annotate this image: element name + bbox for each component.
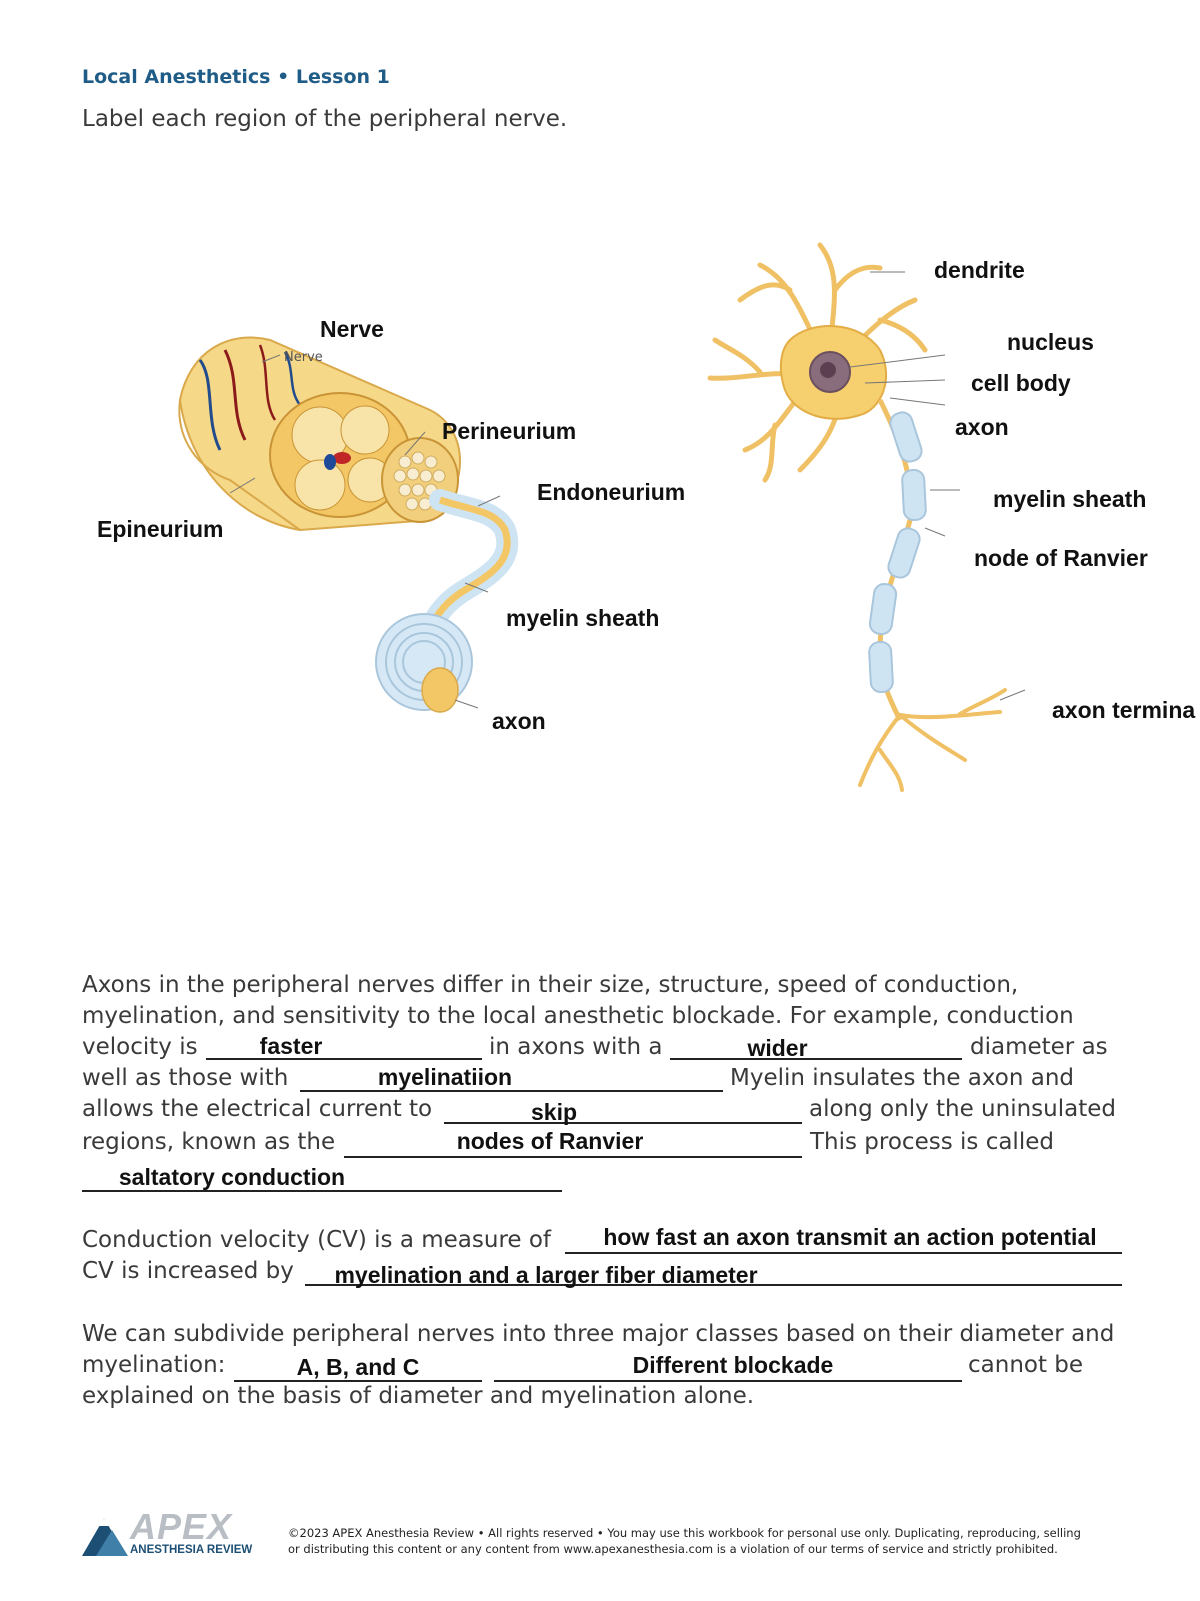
p1-line4-a: well as those with [82,1065,289,1091]
answer-skip[interactable]: skip [530,1099,578,1125]
answer-nodes[interactable]: nodes of Ranvier [456,1128,644,1154]
label-endoneurium: Endoneurium [537,479,686,505]
blank-measure[interactable] [565,1252,1122,1254]
answer-wider[interactable]: wider [747,1035,808,1061]
nerve-inline-label: Nerve [284,350,323,365]
answer-measure[interactable]: how fast an axon transmit an action potential [603,1224,1097,1250]
logo-sub-text: ANESTHESIA REVIEW [130,1544,253,1556]
instruction-text: Label each region of the peripheral nerve. [82,106,568,132]
copyright-line-1: ©2023 APEX Anesthesia Review • All rights reserved • You may use this workbook for personal use only. Duplicating, reproducing, selling [288,1526,1081,1540]
label-dendrite: dendrite [934,257,1025,283]
label-node-of-ranvier: node of Ranvier [974,545,1148,571]
label-nerve-myelin-sheath: myelin sheath [506,605,660,631]
label-neuron-myelin-sheath: myelin sheath [993,486,1147,512]
p1-line3-a: velocity is [82,1034,198,1060]
logo-main-text: APEX [130,1506,233,1547]
neuron-illustration [710,245,1025,790]
label-cell-body: cell body [971,370,1071,396]
answer-myelination[interactable]: myelinatiion [377,1064,513,1090]
p3-line2-b: cannot be [968,1352,1084,1378]
p1-line6-b: This process is called [810,1129,1054,1155]
p1-line5-b: along only the uninsulated [809,1096,1116,1122]
answer-increased[interactable]: myelination and a larger fiber diameter [334,1262,758,1288]
p1-line6-a: regions, known as the [82,1129,336,1155]
p2-line1: Conduction velocity (CV) is a measure of [82,1227,552,1253]
copyright-notice [288,1525,1081,1557]
label-epineurium: Epineurium [97,516,224,542]
p1-line4-b: Myelin insulates the axon and [730,1065,1075,1091]
p3-line2-a: myelination: [82,1352,226,1378]
answer-classes[interactable]: A, B, and C [296,1354,420,1380]
label-axon-terminal: axon termina [1052,697,1196,723]
peripheral-nerve-illustration [179,338,507,713]
p3-line3: explained on the basis of diameter and myelination alone. [82,1383,755,1409]
label-nucleus: nucleus [1007,329,1094,355]
lesson-title: Local Anesthetics • Lesson 1 [82,66,390,88]
p1-line1: Axons in the peripheral nerves differ in their size, structure, speed of conduction, [82,972,1019,998]
label-nerve: Nerve [320,316,384,342]
answer-faster[interactable]: faster [259,1033,323,1059]
p2-line2: CV is increased by [82,1258,294,1284]
p3-line1: We can subdivide peripheral nerves into three major classes based on their diameter and [82,1321,1115,1347]
apex-logo [82,1506,272,1558]
p1-line5-a: allows the electrical current to [82,1096,433,1122]
label-perineurium: Perineurium [442,418,577,444]
label-nerve-axon: axon [492,708,546,734]
p1-line2: myelination, and sensitivity to the local anesthetic blockade. For example, conduction [82,1003,1074,1029]
p1-line3-b: in axons with a [489,1034,663,1060]
answer-blockade[interactable]: Different blockade [632,1352,834,1378]
copyright-line-2: or distributing this content or any content from www.apexanesthesia.com is a violation of our terms of service and strictly prohibited. [288,1542,1058,1556]
label-neuron-axon: axon [955,414,1009,440]
blank-nodes[interactable] [344,1156,802,1158]
answer-saltatory[interactable]: saltatory conduction [118,1164,346,1190]
p1-line3-c: diameter as [970,1034,1108,1060]
